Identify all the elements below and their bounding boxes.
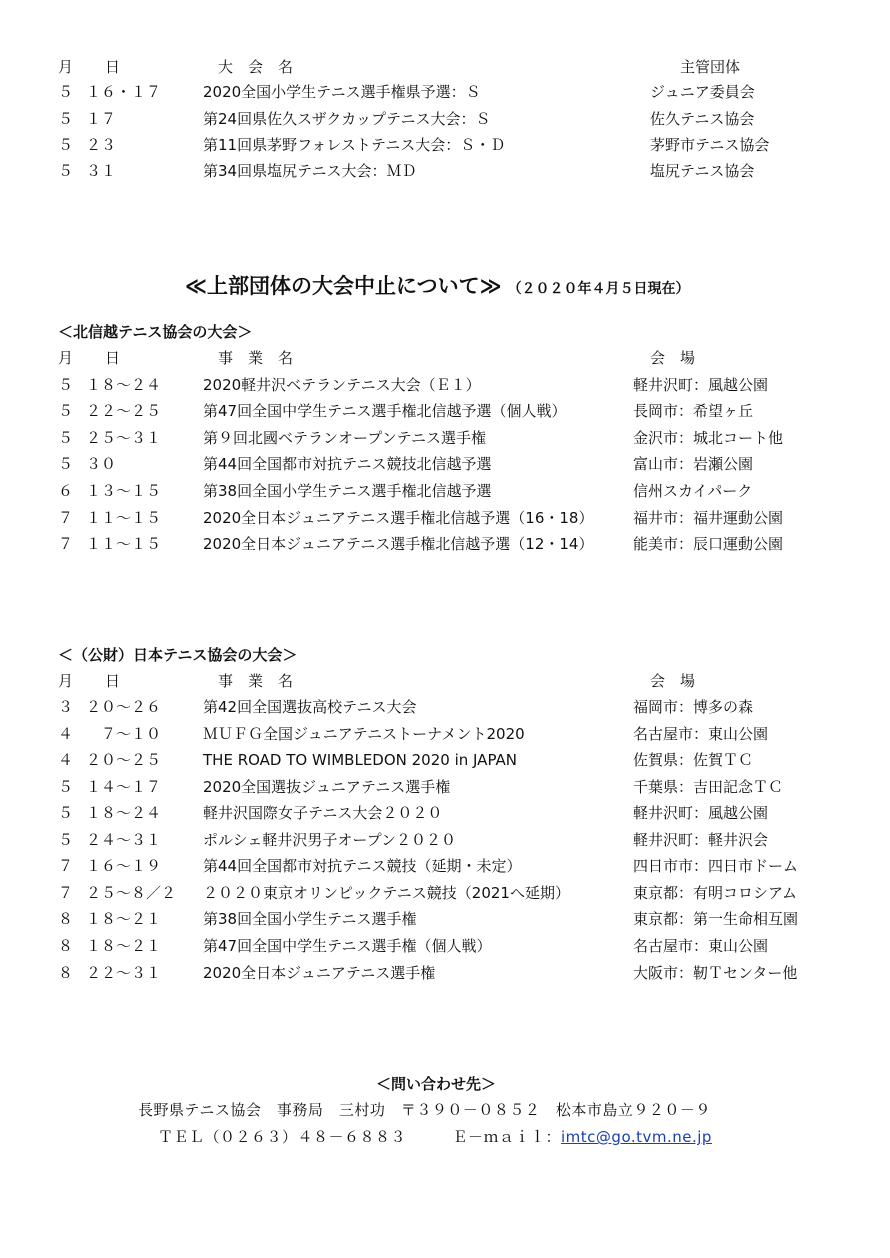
row-month: ５ bbox=[58, 804, 74, 822]
row-month: ５ bbox=[58, 429, 74, 447]
row-month: ６ bbox=[58, 482, 74, 500]
row-month: ５ bbox=[58, 136, 74, 154]
row-month: ７ bbox=[58, 535, 74, 553]
row-day: １１～１５ bbox=[86, 509, 162, 527]
row-name: 第11回県茅野フォレストテニス大会：Ｓ・Ｄ bbox=[203, 136, 506, 154]
row-name: 2020全国選抜ジュニアテニス選手権 bbox=[203, 778, 451, 796]
jta-table-header bbox=[0, 669, 890, 693]
table-row bbox=[0, 532, 890, 556]
row-venue: 信州スカイパーク bbox=[633, 482, 753, 500]
row-month: ７ bbox=[58, 884, 74, 902]
row-name: 第38回全国小学生テニス選手権 bbox=[203, 910, 417, 928]
row-venue: 東京都：有明コロシアム bbox=[633, 884, 797, 902]
row-name: 第47回全国中学生テニス選手権（個人戦） bbox=[203, 937, 492, 955]
table-row bbox=[0, 722, 890, 746]
row-day: ３０ bbox=[86, 455, 117, 473]
table-row bbox=[0, 854, 890, 878]
row-name: 2020軽井沢ベテランテニス大会（Ｅ１） bbox=[203, 376, 481, 394]
row-day: ２５～３１ bbox=[86, 429, 162, 447]
row-org: 塩尻テニス協会 bbox=[650, 162, 755, 180]
row-venue: 軽井沢町：風越公園 bbox=[633, 376, 769, 394]
row-month: ７ bbox=[58, 509, 74, 527]
row-name: 2020全日本ジュニアテニス選手権 bbox=[203, 964, 436, 982]
row-name: 2020全日本ジュニアテニス選手権北信越予選（12・14） bbox=[203, 535, 594, 553]
row-org: 佐久テニス協会 bbox=[650, 110, 755, 128]
row-day: ２４～３１ bbox=[86, 831, 162, 849]
row-name: 第24回県佐久スザクカップテニス大会：Ｓ bbox=[203, 110, 491, 128]
row-name: 軽井沢国際女子テニス大会２０２０ bbox=[203, 804, 443, 822]
row-day: ２０～２５ bbox=[86, 751, 162, 769]
row-day: ２２～３１ bbox=[86, 964, 162, 982]
row-name: ＭＵＦＧ全国ジュニアテニストーナメント2020 bbox=[203, 725, 525, 743]
row-month: ５ bbox=[58, 402, 74, 420]
row-day: １８～２４ bbox=[86, 804, 162, 822]
row-month: ５ bbox=[58, 778, 74, 796]
row-venue: 能美市：辰口運動公園 bbox=[633, 535, 784, 553]
row-venue: 四日市市：四日市ドーム bbox=[633, 857, 799, 875]
row-venue: 名古屋市：東山公園 bbox=[633, 937, 769, 955]
row-venue: 千葉県：吉田記念ＴＣ bbox=[633, 778, 784, 796]
row-day: ２５～８／２ bbox=[86, 884, 177, 902]
row-name: 第47回全国中学生テニス選手権北信越予選（個人戦） bbox=[203, 402, 567, 420]
table-row bbox=[0, 934, 890, 958]
header-day: 日 bbox=[105, 672, 121, 690]
row-org: 茅野市テニス協会 bbox=[650, 136, 770, 154]
table-row bbox=[0, 426, 890, 450]
cancellation-title bbox=[185, 272, 690, 303]
header-name: 事 業 名 bbox=[218, 672, 294, 690]
header-month: 月 bbox=[58, 672, 74, 690]
row-month: ８ bbox=[58, 910, 74, 928]
contact-tel: ＴＥＬ（０２６３）４８－６８８３ Ｅ－ｍａｉｌ： bbox=[158, 1128, 562, 1146]
row-month: ４ bbox=[58, 751, 74, 769]
table-row bbox=[0, 159, 890, 183]
row-day: １８～２４ bbox=[86, 376, 162, 394]
table-row bbox=[0, 775, 890, 799]
table-row bbox=[0, 506, 890, 530]
table-row bbox=[0, 80, 890, 104]
row-day: ２０～２６ bbox=[86, 698, 162, 716]
table-row bbox=[0, 479, 890, 503]
row-month: ３ bbox=[58, 698, 74, 716]
row-month: ４ bbox=[58, 725, 74, 743]
row-venue: 大阪市：靭Ｔセンター他 bbox=[633, 964, 798, 982]
row-month: ８ bbox=[58, 937, 74, 955]
row-venue: 東京都：第一生命相互園 bbox=[633, 910, 799, 928]
row-name: 第38回全国小学生テニス選手権北信越予選 bbox=[203, 482, 492, 500]
row-day: ３１ bbox=[86, 162, 117, 180]
row-name: 2020全日本ジュニアテニス選手権北信越予選（16・18） bbox=[203, 509, 594, 527]
cancellation-title-main: ≪上部団体の大会中止について≫ bbox=[185, 274, 502, 298]
row-name: ポルシェ軽井沢男子オープン２０２０ bbox=[203, 831, 456, 849]
row-day: １６～１９ bbox=[86, 857, 162, 875]
row-month: ５ bbox=[58, 83, 74, 101]
table-row bbox=[0, 881, 890, 905]
row-venue: 軽井沢町：軽井沢会 bbox=[633, 831, 769, 849]
row-venue: 名古屋市：東山公園 bbox=[633, 725, 769, 743]
table-row bbox=[0, 452, 890, 476]
table-row bbox=[0, 133, 890, 157]
header-name: 大 会 名 bbox=[218, 58, 294, 76]
row-month: ５ bbox=[58, 162, 74, 180]
jta-label: ＜（公財）日本テニス協会の大会＞ bbox=[58, 646, 298, 664]
cancellation-title-date: （２０２０年４月５日現在） bbox=[507, 281, 690, 297]
contact-tel-email bbox=[158, 1125, 712, 1149]
row-day: ２３ bbox=[86, 136, 117, 154]
table-row bbox=[0, 801, 890, 825]
header-venue: 会 場 bbox=[650, 349, 696, 367]
contact-address: 長野県テニス協会 事務局 三村功 〒３９０－０８５２ 松本市島立９２０－９ bbox=[138, 1101, 711, 1119]
table-row bbox=[0, 828, 890, 852]
row-month: ５ bbox=[58, 455, 74, 473]
row-name: THE ROAD TO WIMBLEDON 2020 in JAPAN bbox=[203, 751, 518, 769]
header-org: 主管団体 bbox=[680, 58, 741, 76]
contact-email-link[interactable]: imtc@go.tvm.ne.jp bbox=[561, 1128, 712, 1146]
row-month: ５ bbox=[58, 110, 74, 128]
row-day: １３～１５ bbox=[86, 482, 162, 500]
row-name: 第44回全国都市対抗テニス競技北信越予選 bbox=[203, 455, 492, 473]
row-month: ７ bbox=[58, 857, 74, 875]
header-day: 日 bbox=[105, 58, 121, 76]
top-table-header bbox=[0, 55, 890, 79]
row-day: １７ bbox=[86, 110, 117, 128]
table-row bbox=[0, 961, 890, 985]
row-day: ７～１０ bbox=[86, 725, 162, 743]
table-row bbox=[0, 399, 890, 423]
row-name: 第42回全国選抜高校テニス大会 bbox=[203, 698, 417, 716]
row-month: ５ bbox=[58, 376, 74, 394]
row-venue: 富山市：岩瀬公園 bbox=[633, 455, 754, 473]
row-name: 第34回県塩尻テニス大会：ＭＤ bbox=[203, 162, 417, 180]
table-row bbox=[0, 695, 890, 719]
table-row bbox=[0, 748, 890, 772]
header-venue: 会 場 bbox=[650, 672, 696, 690]
row-day: １６・１７ bbox=[86, 83, 162, 101]
header-month: 月 bbox=[58, 58, 74, 76]
row-month: ８ bbox=[58, 964, 74, 982]
hokushinetsu-table-header bbox=[0, 346, 890, 370]
row-month: ５ bbox=[58, 831, 74, 849]
row-venue: 金沢市：城北コート他 bbox=[633, 429, 784, 447]
row-day: ２２～２５ bbox=[86, 402, 162, 420]
row-name: 第44回全国都市対抗テニス競技（延期・未定） bbox=[203, 857, 522, 875]
row-venue: 福井市：福井運動公園 bbox=[633, 509, 784, 527]
row-name: 第９回北國ベテランオープンテニス選手権 bbox=[203, 429, 487, 447]
row-day: １８～２１ bbox=[86, 937, 162, 955]
row-org: ジュニア委員会 bbox=[650, 83, 755, 101]
contact-title: ＜問い合わせ先＞ bbox=[376, 1075, 497, 1093]
header-name: 事 業 名 bbox=[218, 349, 294, 367]
table-row bbox=[0, 107, 890, 131]
row-venue: 長岡市：希望ヶ丘 bbox=[633, 402, 754, 420]
row-name: ２０２０東京オリンピックテニス競技（2021へ延期） bbox=[203, 884, 570, 902]
row-name: 2020全国小学生テニス選手権県予選：Ｓ bbox=[203, 83, 481, 101]
row-venue: 福岡市：博多の森 bbox=[633, 698, 754, 716]
row-day: １４～１７ bbox=[86, 778, 162, 796]
row-venue: 佐賀県：佐賀ＴＣ bbox=[633, 751, 754, 769]
row-venue: 軽井沢町：風越公園 bbox=[633, 804, 769, 822]
table-row bbox=[0, 373, 890, 397]
table-row bbox=[0, 907, 890, 931]
header-day: 日 bbox=[105, 349, 121, 367]
hokushinetsu-label: ＜北信越テニス協会の大会＞ bbox=[58, 323, 253, 341]
row-day: １１～１５ bbox=[86, 535, 162, 553]
row-day: １８～２１ bbox=[86, 910, 162, 928]
header-month: 月 bbox=[58, 349, 74, 367]
